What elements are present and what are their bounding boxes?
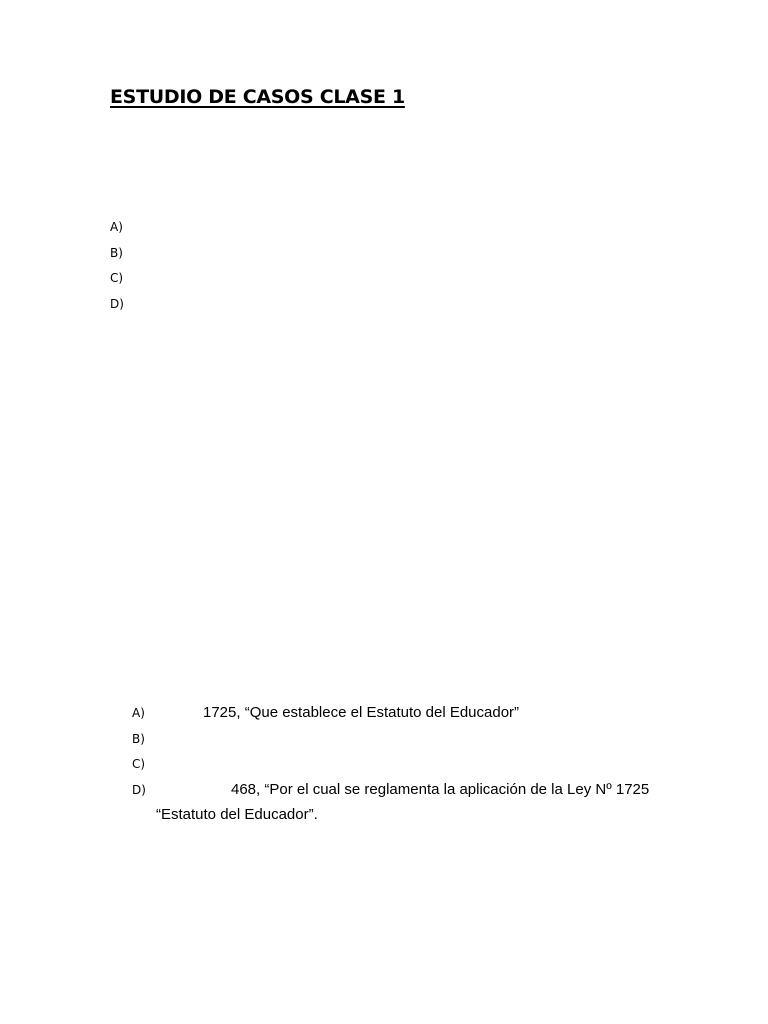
first-option-list — [110, 218, 124, 321]
list-item — [132, 703, 692, 729]
option-marker-a: A) — [110, 220, 123, 234]
option-text-d: 468, “Por el cual se reglamenta la aplicación de la Ley Nº 1725 — [231, 780, 650, 798]
option-marker-d: D) — [132, 782, 146, 797]
option-marker-a: A) — [132, 706, 145, 720]
option-marker-d: D) — [110, 297, 124, 312]
list-item — [132, 780, 692, 806]
option-marker-c: C) — [110, 271, 124, 286]
option-marker-b: B) — [110, 245, 123, 260]
page-title: ESTUDIO DE CASOS CLASE 1 — [110, 86, 405, 108]
second-option-list — [132, 703, 692, 805]
option-marker-b: B) — [132, 731, 145, 746]
list-item — [132, 754, 692, 780]
option-text-d-continuation: “Estatuto del Educador”. — [156, 806, 318, 823]
option-text-a: 1725, “Que establece el Estatuto del Educador” — [203, 704, 520, 721]
list-item — [132, 729, 692, 755]
option-marker-c: C) — [132, 757, 146, 772]
